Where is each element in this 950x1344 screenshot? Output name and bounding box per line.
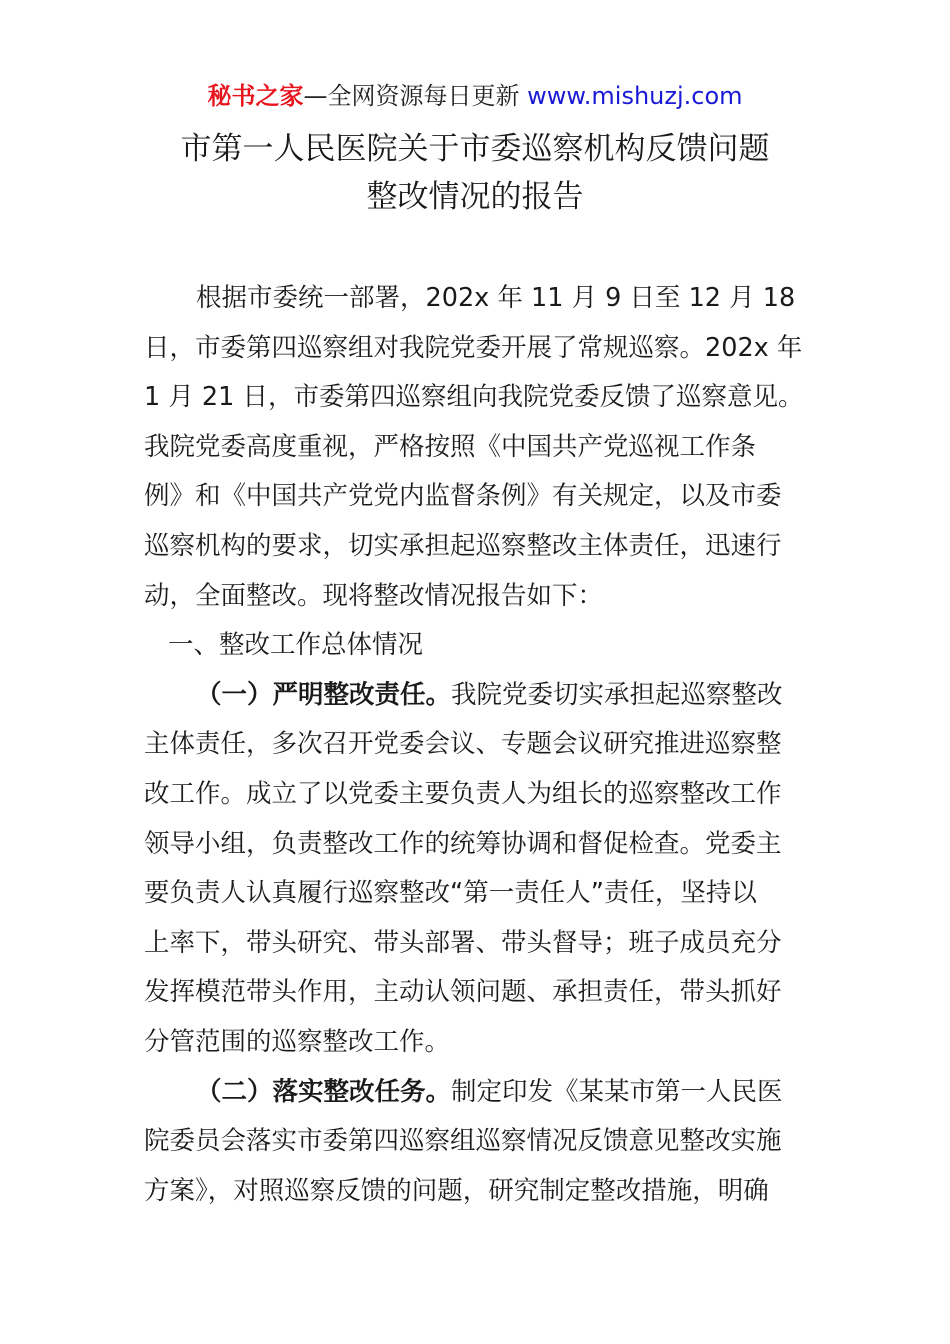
subsection-1-line: 上率下，带头研究、带头部署、带头督导；班子成员充分 <box>144 927 782 958</box>
header-tagline: —全网资源每日更新 <box>303 82 528 110</box>
subsection-1-text: 我院党委切实承担起巡察整改 <box>451 679 783 710</box>
subsection-2-text: 制定印发《某某市第一人民医 <box>451 1076 783 1107</box>
intro-line: 1 月 21 日，市委第四巡察组向我院党委反馈了巡察意见。 <box>144 382 804 413</box>
site-header <box>0 80 950 112</box>
intro-line: 例》和《中国共产党党内监督条例》有关规定，以及市委 <box>144 481 782 512</box>
intro-line: 根据市委统一部署，202x 年 11 月 9 日至 12 月 18 <box>196 283 796 313</box>
brand-name: 秘书之家 <box>207 82 304 110</box>
subsection-2-line: 院委员会落实市委第四巡察组巡察情况反馈意见整改实施 <box>144 1126 782 1157</box>
document-body <box>144 274 806 1216</box>
subsection-1-line: 分管范围的巡察整改工作。 <box>144 1026 451 1057</box>
subsection-1-line: 领导小组，负责整改工作的统筹协调和督促检查。党委主 <box>144 828 782 859</box>
intro-line: 我院党委高度重视，严格按照《中国共产党巡视工作条 <box>144 431 757 462</box>
section-heading-1: 一、整改工作总体情况 <box>168 630 424 661</box>
document-title-line-2: 整改情况的报告 <box>366 179 584 215</box>
subsection-2-line: 方案》，对照巡察反馈的问题，研究制定整改措施，明确 <box>144 1175 769 1206</box>
subsection-1-line: 主体责任，多次召开党委会议、专题会议研究推进巡察整 <box>144 729 782 760</box>
subsection-1-line: 发挥模范带头作用，主动认领问题、承担责任，带头抓好 <box>144 977 782 1008</box>
document-title-line-1: 市第一人民医院关于市委巡察机构反馈问题 <box>180 131 770 167</box>
site-url-link[interactable]: www.mishuzj.com <box>527 82 743 110</box>
intro-line: 动，全面整改。现将整改情况报告如下： <box>144 580 604 611</box>
subsection-1-line: 改工作。成立了以党委主要负责人为组长的巡察整改工作 <box>144 778 782 809</box>
intro-line: 日，市委第四巡察组对我院党委开展了常规巡察。202x 年 <box>144 332 803 363</box>
subsection-1-lead: （一）严明整改责任。 <box>196 679 452 710</box>
subsection-2-lead: （二）落实整改任务。 <box>196 1076 452 1107</box>
subsection-1-first-line <box>144 671 806 721</box>
intro-line: 巡察机构的要求，切实承担起巡察整改主体责任，迅速行 <box>144 530 782 561</box>
subsection-2-first-line <box>144 1068 806 1118</box>
subsection-1-line: 要负责人认真履行巡察整改“第一责任人”责任，坚持以 <box>144 878 757 909</box>
